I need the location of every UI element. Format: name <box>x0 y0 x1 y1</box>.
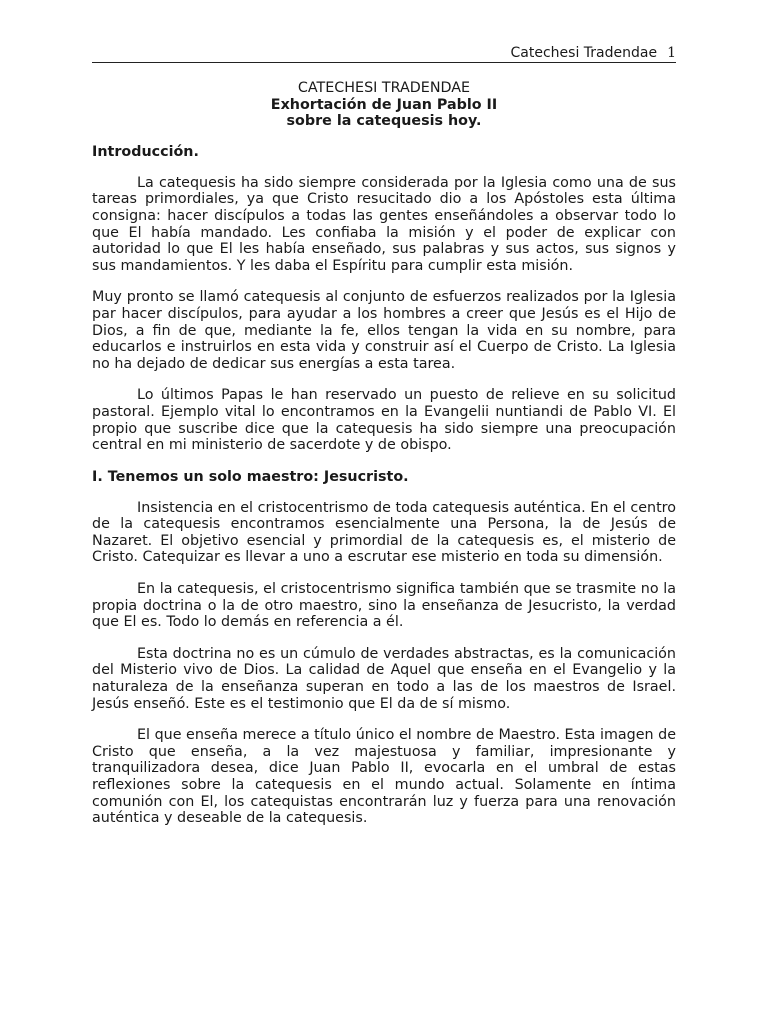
page-number: 1 <box>667 45 676 61</box>
section-heading-maestro: I. Tenemos un solo maestro: Jesucristo. <box>92 468 409 485</box>
paragraph: En la catequesis, el cristocentrismo significa también que se trasmite no la propia doctrina o la de otro maestro, sino la enseñanza de Jesucristo, la verdad que El es. Todo lo demás en referencia a él. <box>92 581 676 631</box>
running-title: Catechesi Tradendae <box>510 45 658 61</box>
paragraph: Lo últimos Papas le han reservado un puesto de relieve en su solicitud pastoral. Ejemplo vital lo encontramos en la Evangelii nuntiandi de Pablo VI. El propio que suscribe dice que la catequesis ha sido siempre una preocupación central en mi ministerio de sacerdote y de obispo. <box>92 387 676 454</box>
paragraph: Insistencia en el cristocentrismo de toda catequesis auténtica. En el centro de la catequesis encontramos esencialmente una Persona, la de Jesús de Nazaret. El objetivo esencial y primordial de la catequesis es, el misterio de Cristo. Catequizar es llevar a uno a escrutar ese misterio en toda su dimensión. <box>92 499 676 566</box>
running-header <box>92 44 676 62</box>
section-heading-introduccion: Introducción. <box>92 143 199 160</box>
title-line-2: Exhortación de Juan Pablo II <box>270 96 498 113</box>
document-body <box>92 80 676 842</box>
paragraph: El que enseña merece a título único el nombre de Maestro. Esta imagen de Cristo que enseña, a la vez majestuosa y familiar, impresionante y tranquilizadora desea, dice Juan Pablo II, evocarla en el umbral de estas reflexiones sobre la catequesis en el mundo actual. Solamente en íntima comunión con El, los catequistas encontrarán luz y fuerza para una renovación auténtica y deseable de la catequesis. <box>92 727 676 827</box>
document-title <box>92 80 676 130</box>
paragraph: Muy pronto se llamó catequesis al conjunto de esfuerzos realizados por la Iglesia par hacer discípulos, para ayudar a los hombres a creer que Jesús es el Hijo de Dios, a fin de que, mediante la fe, ellos tengan la vida en su nombre, para educarlos e instruirlos en esta vida y construir así el Cuerpo de Cristo. La Iglesia no ha dejado de dedicar sus energías a esta tarea. <box>92 289 676 372</box>
paragraph: La catequesis ha sido siempre considerada por la Iglesia como una de sus tareas primordiales, ya que Cristo resucitado dio a los Apóstoles esta última consigna: hacer discípulos a todas las gentes enseñándoles a observar todo lo que El había mandado. Les confiaba la misión y el poder de explicar con autoridad lo que El les había enseñado, sus palabras y sus actos, sus signos y sus mandamientos. Y les daba el Espíritu para cumplir esta misión. <box>92 174 676 274</box>
paragraph: Esta doctrina no es un cúmulo de verdades abstractas, es la comunicación del Misterio vivo de Dios. La calidad de Aquel que enseña en el Evangelio y la naturaleza de la enseñanza superan en todo a las de los maestros de Israel. Jesús enseñó. Este es el testimonio que El da de sí mismo. <box>92 645 676 712</box>
header-rule <box>92 62 676 63</box>
title-line-3: sobre la catequesis hoy. <box>286 113 482 130</box>
title-line-1: CATECHESI TRADENDAE <box>297 80 471 96</box>
